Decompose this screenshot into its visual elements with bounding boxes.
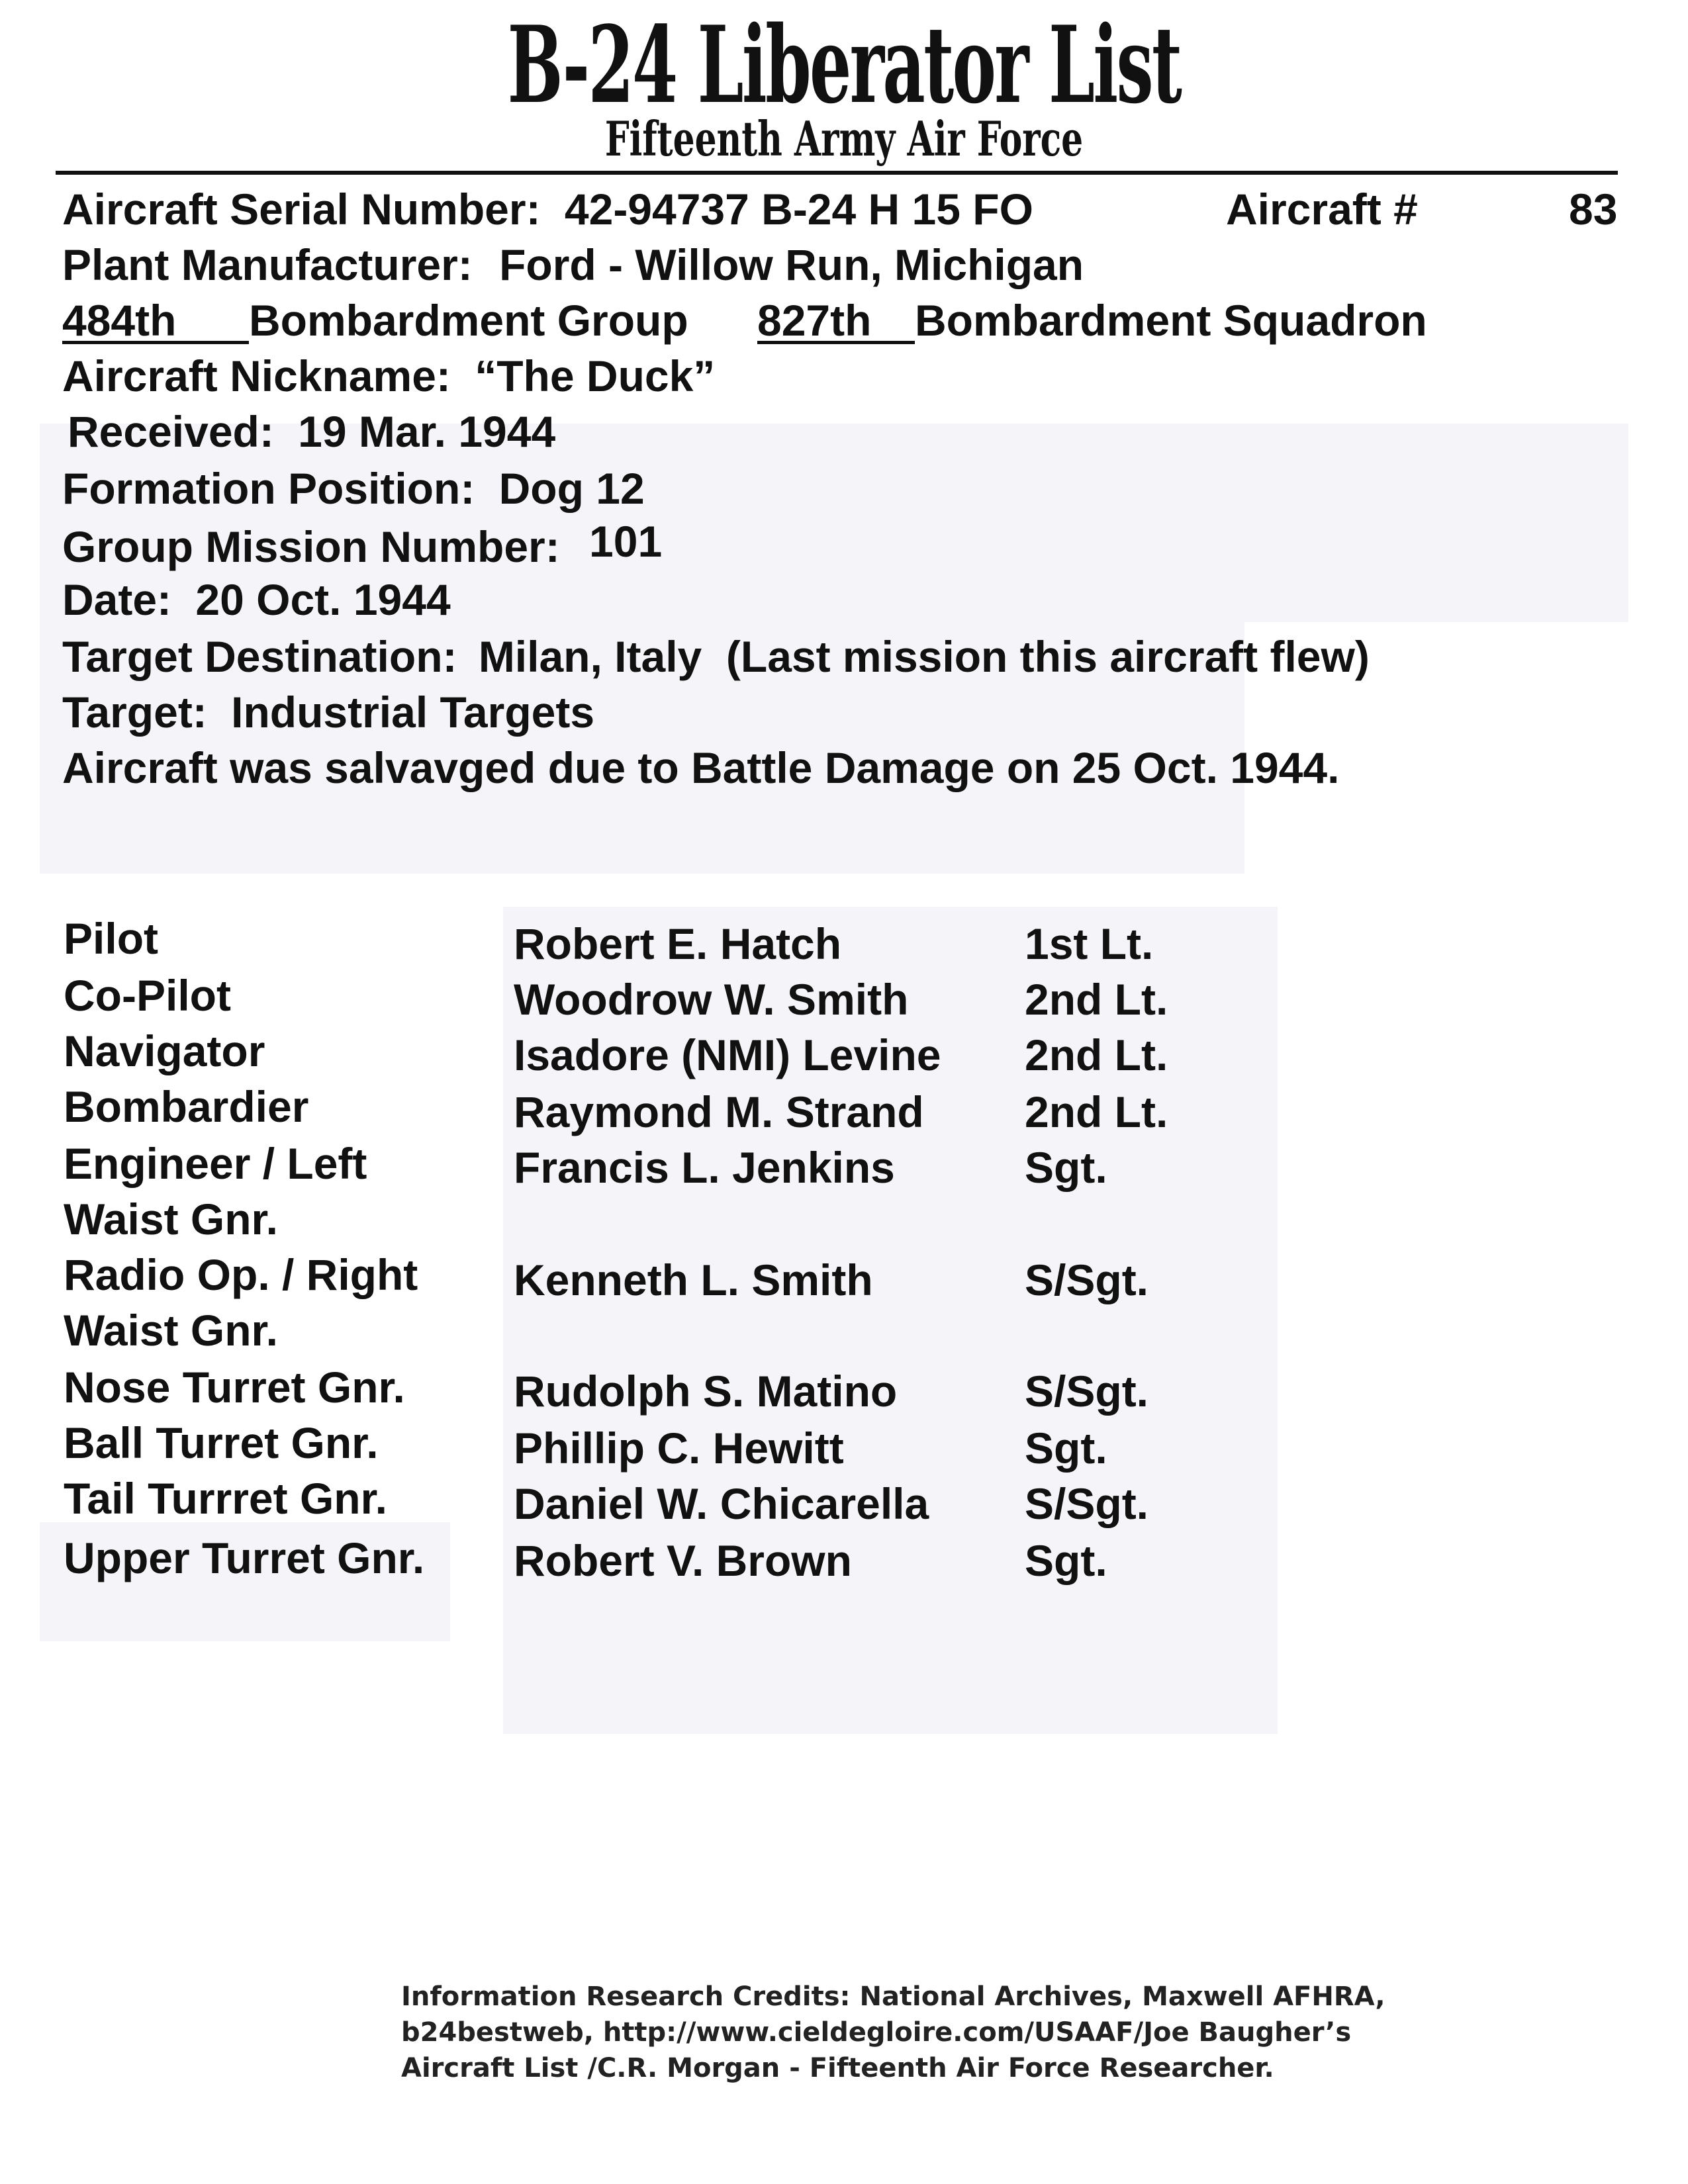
formation-label: Formation Position: <box>62 464 475 513</box>
squadron-label: Bombardment Squadron <box>915 296 1427 345</box>
serial-value: 42-94737 B-24 H 15 FO <box>564 185 1033 234</box>
date-value: 20 Oct. 1944 <box>195 575 451 624</box>
crew-rank: Sgt. <box>1025 1536 1107 1585</box>
group-label: Bombardment Group <box>249 296 688 345</box>
squadron-number-text: 827th <box>757 296 872 345</box>
credits-line: Aircraft List /C.R. Morgan - Fifteenth Air Force Researcher. <box>401 2053 1274 2083</box>
crew-rank: S/Sgt. <box>1025 1255 1149 1304</box>
mission-row <box>62 517 663 573</box>
credits-line: b24bestweb, http://www.cieldegloire.com/USAAF/Joe Baugher’s <box>401 2017 1352 2048</box>
aircraft-number-label: Aircraft # <box>1226 185 1418 234</box>
serial-label: Aircraft Serial Number: <box>62 185 541 234</box>
crew-rank: 1st Lt. <box>1025 919 1154 968</box>
crew-rank: 2nd Lt. <box>1025 1030 1168 1079</box>
destination-label: Target Destination: <box>62 632 457 681</box>
crew-name: Robert E. Hatch <box>514 919 842 968</box>
crew-name: Kenneth L. Smith <box>514 1255 873 1304</box>
squadron-number <box>757 296 915 345</box>
received-value: 19 Mar. 1944 <box>298 407 556 456</box>
formation-value: Dog 12 <box>498 464 645 513</box>
serial-row <box>62 183 1033 236</box>
crew-role: Pilot <box>64 914 158 963</box>
crew-name: Phillip C. Hewitt <box>514 1424 844 1473</box>
target-value: Industrial Targets <box>231 688 595 737</box>
destination-row <box>62 630 1370 683</box>
crew-role: Upper Turret Gnr. <box>64 1533 425 1582</box>
received-label: Received: <box>68 407 274 456</box>
crew-role: Nose Turret Gnr. <box>64 1363 405 1412</box>
date-row <box>62 573 451 626</box>
plant-label: Plant Manufacturer: <box>62 240 473 289</box>
crew-rank: 2nd Lt. <box>1025 1087 1168 1136</box>
squadron-block <box>757 294 1427 347</box>
crew-role: Co-Pilot <box>64 971 231 1020</box>
crew-name: Rudolph S. Matino <box>514 1367 898 1416</box>
fate-row: Aircraft was salvavged due to Battle Damage on 25 Oct. 1944. <box>62 743 1340 792</box>
group-number-text: 484th <box>62 296 177 345</box>
target-row <box>62 686 594 739</box>
aircraft-number-value: 83 <box>1569 185 1618 234</box>
group-number <box>62 296 249 345</box>
crew-rank: Sgt. <box>1025 1424 1107 1473</box>
crew-role: Bombardier <box>64 1082 309 1131</box>
crew-role: Tail Turrret Gnr. <box>64 1474 387 1523</box>
crew-name: Isadore (NMI) Levine <box>514 1030 941 1079</box>
crew-name: Woodrow W. Smith <box>514 975 909 1024</box>
page-subtitle: Fifteenth Army Air Force <box>604 111 1084 167</box>
crew-rank: Sgt. <box>1025 1143 1107 1192</box>
date-label: Date: <box>62 575 172 624</box>
crew-rank: 2nd Lt. <box>1025 975 1168 1024</box>
mission-label: Group Mission Number: <box>62 522 560 571</box>
crew-role: Engineer / Left Waist Gnr. <box>64 1139 367 1244</box>
mission-value: 101 <box>589 517 663 566</box>
destination-value: Milan, Italy (Last mission this aircraft flew) <box>478 632 1370 681</box>
nickname-label: Aircraft Nickname: <box>62 351 451 400</box>
crew-name: Daniel W. Chicarella <box>514 1479 929 1528</box>
nickname-value: “The Duck” <box>475 351 716 400</box>
crew-name: Raymond M. Strand <box>514 1087 924 1136</box>
crew-rank: S/Sgt. <box>1025 1479 1149 1528</box>
nickname-row <box>62 349 715 402</box>
research-credits <box>401 1979 1447 2086</box>
formation-row <box>62 462 645 515</box>
crew-name: Francis L. Jenkins <box>514 1143 895 1192</box>
plant-value: Ford - Willow Run, Michigan <box>499 240 1084 289</box>
target-label: Target: <box>62 688 207 737</box>
crew-role: Radio Op. / Right Waist Gnr. <box>64 1250 418 1355</box>
header-divider <box>56 171 1618 175</box>
crew-role: Ball Turret Gnr. <box>64 1418 379 1467</box>
crew-name: Robert V. Brown <box>514 1536 852 1585</box>
plant-row <box>62 238 1084 291</box>
crew-rank: S/Sgt. <box>1025 1367 1149 1416</box>
page-title: B-24 Liberator List <box>507 3 1181 127</box>
crew-role: Navigator <box>64 1026 265 1075</box>
unit-row <box>62 294 688 347</box>
credits-line: Information Research Credits: National Archives, Maxwell AFHRA, <box>401 1981 1385 2012</box>
received-row <box>68 405 555 458</box>
